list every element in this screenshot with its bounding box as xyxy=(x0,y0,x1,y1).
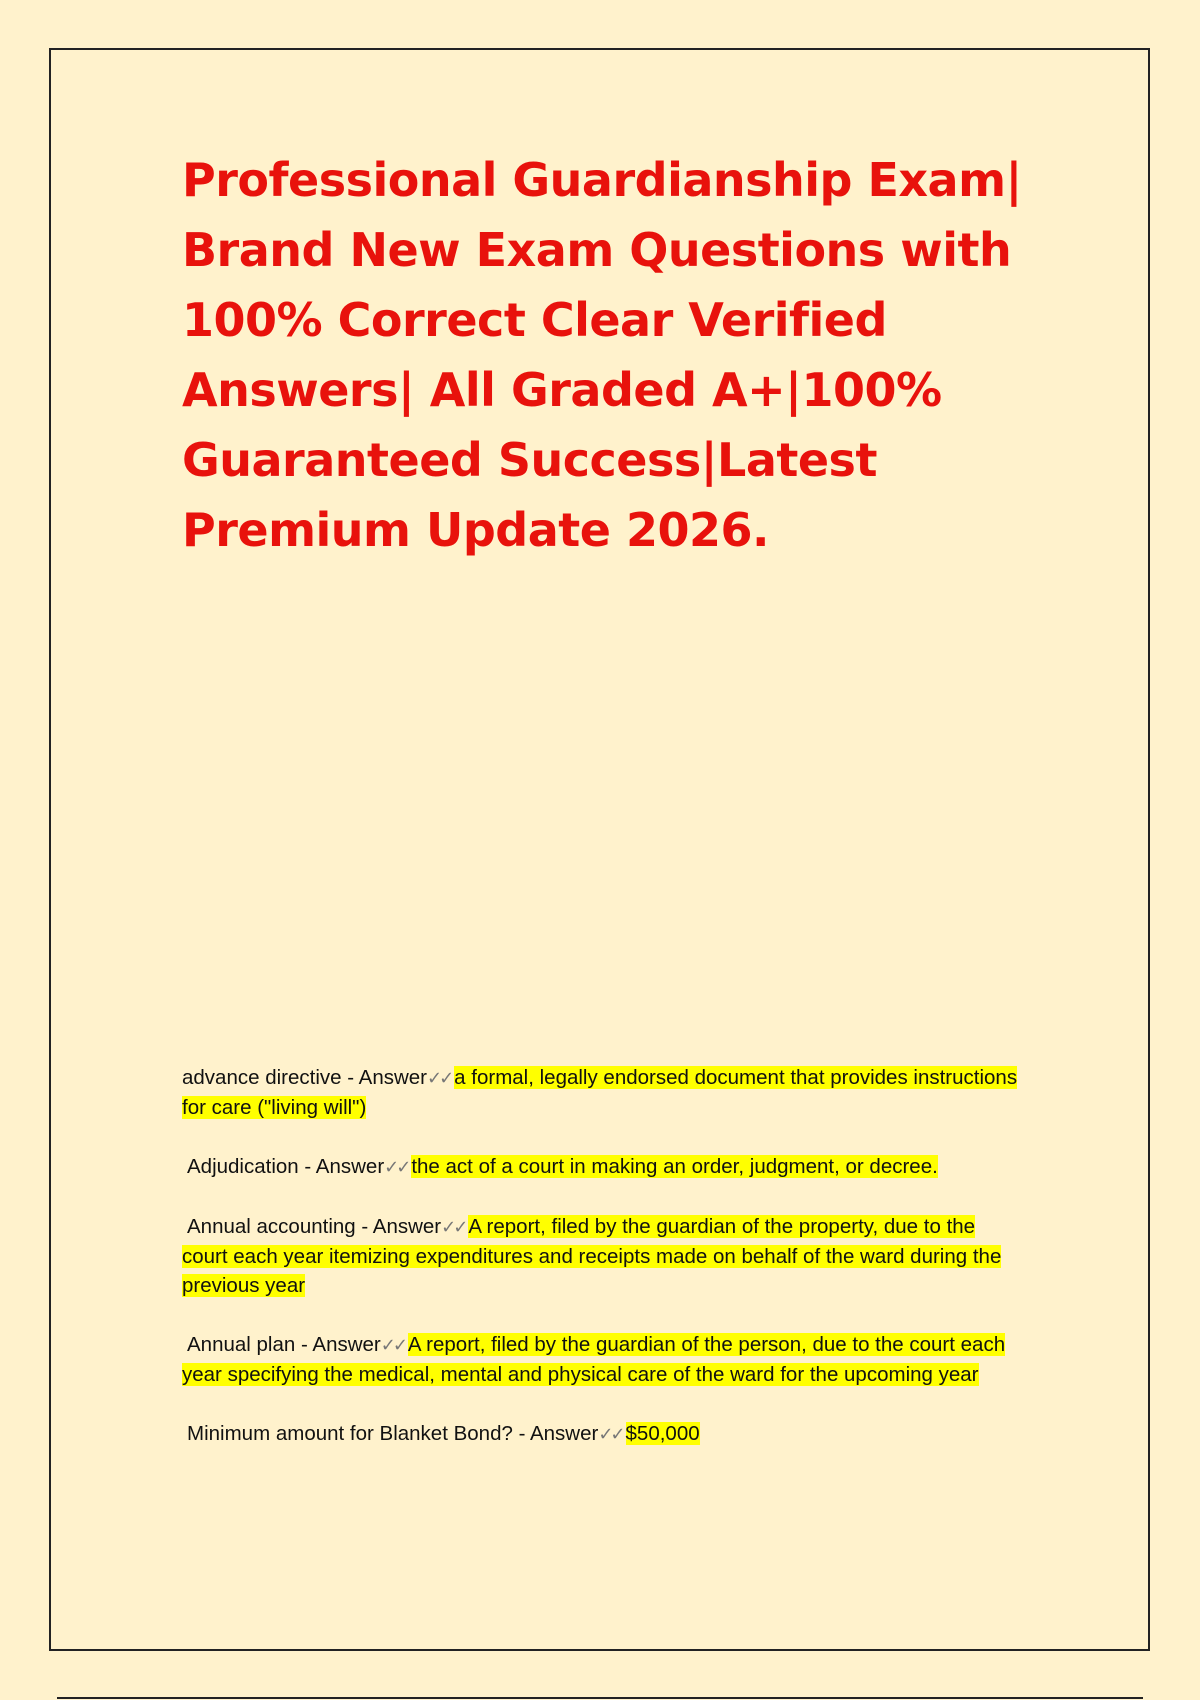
answer-text: A report, filed by the guardian of the property, due to the court each year itemizing expenditures and receipts made on behalf of the ward during the previous year xyxy=(182,1215,1002,1297)
answer-label: Answer xyxy=(312,1333,381,1356)
answer-text: the act of a court in making an order, judgment, or decree. xyxy=(411,1155,938,1178)
qa-item-advance-directive xyxy=(182,1063,1022,1122)
answer-label: Answer xyxy=(358,1066,427,1089)
term-label: Annual accounting xyxy=(187,1215,356,1238)
qa-list xyxy=(182,1063,1022,1479)
double-check-icon: ✓✓ xyxy=(380,1335,405,1356)
qa-item-annual-accounting xyxy=(182,1212,1022,1300)
answer-text: A report, filed by the guardian of the person, due to the court each year specifying the medical, mental and physical care of the ward for the upcoming year xyxy=(182,1333,1006,1386)
double-check-icon: ✓✓ xyxy=(427,1068,452,1089)
term-separator: - xyxy=(512,1422,530,1445)
term-label: Adjudication xyxy=(187,1155,299,1178)
answer-label: Answer xyxy=(529,1422,599,1445)
term-separator: - xyxy=(355,1215,373,1238)
term-label: Minimum amount for Blanket Bond? xyxy=(187,1422,513,1445)
document-title: Professional Guardianship Exam| Brand New Exam Questions with 100% Correct Clear Verified Answers| All Graded A+|100% Guaranteed Success|Latest Premium Update 2026. xyxy=(182,153,1022,557)
term-label: advance directive xyxy=(182,1066,342,1089)
qa-item-blanket-bond xyxy=(182,1419,1022,1449)
answer-label: Answer xyxy=(372,1215,442,1238)
term-separator: - xyxy=(341,1066,359,1089)
answer-text: $50,000 xyxy=(625,1422,700,1445)
double-check-icon: ✓✓ xyxy=(598,1424,623,1445)
term-label: Annual plan xyxy=(187,1333,296,1356)
qa-item-adjudication xyxy=(182,1152,1022,1182)
double-check-icon: ✓✓ xyxy=(384,1157,409,1178)
term-separator: - xyxy=(295,1333,313,1356)
answer-label: Answer xyxy=(315,1155,385,1178)
bottom-divider xyxy=(57,1697,1143,1699)
answer-text: a formal, legally endorsed document that provides instructions for care ("living will") xyxy=(182,1066,1018,1119)
qa-item-annual-plan xyxy=(182,1330,1022,1389)
term-separator: - xyxy=(298,1155,316,1178)
double-check-icon: ✓✓ xyxy=(441,1217,466,1238)
